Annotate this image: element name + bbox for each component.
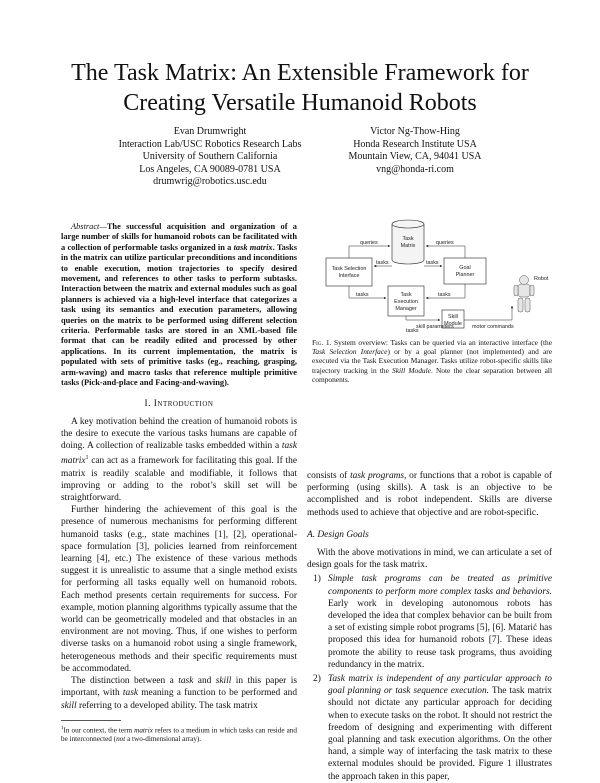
execution-manager-label: Task bbox=[400, 292, 412, 298]
queries-label: queries bbox=[360, 240, 378, 246]
abstract: Abstract—The successful acquisition and organization of a large number of skills for humanoid robots can be facilitated with a collection of performable tasks organized in a task matrix. Tasks in the matrix can utilize particular preconditions and inconditions to enable execution, motion trajectories to specify desired movement, and references to other tasks to perform subtasks. Interaction between the matrix and external modules such as goal planners is achieved via a high-level interface that categorizes a task using its semantics and execution parameters, allowing queries on the matrix to be performed using different selection criteria. Performable tasks are stored in an XML-based file format that can be readily edited and processed by other applications. In its current implementation, the matrix is populated with sets of primitive tasks (eg., reaching, grasping, arm-waving) and macro tasks that reference multiple primitive tasks (Pick-and-place and Facing-and-waving). bbox=[61, 222, 297, 388]
robot-figure bbox=[514, 276, 549, 313]
author-lab: Interaction Lab/USC Robotics Research Labs bbox=[118, 138, 302, 150]
section-heading-introduction: I. Introduction bbox=[144, 398, 214, 409]
design-goals-intro: With the above motivations in mind, we can articulate a set of design goals for the task matrix. bbox=[307, 548, 552, 571]
tasks-label: tasks bbox=[426, 260, 439, 266]
connection-arrows bbox=[349, 246, 512, 320]
figure-label: Fig. 1. bbox=[312, 338, 332, 347]
task-matrix-database bbox=[392, 220, 424, 264]
task-selection-interface-box bbox=[326, 258, 372, 286]
execution-manager-label: Manager bbox=[395, 306, 417, 312]
author-block-right bbox=[330, 126, 500, 176]
intro-paragraph: A key motivation behind the creation of humanoid robots is the desire to execute the various tasks humans are capable of doing. A collection of realizable tasks embedded within a task matrix$^1$ can act as a framework for facilitating this goal. If the matrix is readily scalable and modifiable, it follows that improving or adding to the robot’s skill set will be straightforward. bbox=[61, 416, 297, 504]
author-name: Evan Drumwright bbox=[173, 126, 247, 137]
goal-planner-label: Goal bbox=[459, 265, 471, 271]
tasks-label: tasks bbox=[356, 292, 369, 298]
goal-title: Task matrix is independent of any particular approach to goal planning or task sequence execution. bbox=[328, 674, 552, 697]
abstract-text-cont: . Tasks in the matrix can utilize particular preconditions and inconditions to enable execution, motion trajectories to specify desired movement, and references to other tasks to perform subtasks. Interaction between the matrix and external modules such as goal planners is achieved via a high-level interface that categorizes a task using its semantics and execution parameters, allowing queries on the matrix to be performed using different selection criteria. Performable tasks are stored in an XML-based file format that can be readily edited and processed by other applications. In its current implementation, the matrix is populated with sets of primitive tasks (eg., reaching, grasping, arm-waving) and macro tasks that reference multiple primitive tasks (Pick-and-place and Facing-and-waving). bbox=[61, 242, 297, 388]
paper-title: The Task Matrix: An Extensible Framework for Creating Versatile Humanoid Robots bbox=[71, 60, 529, 116]
left-column bbox=[61, 218, 297, 744]
goal-text: Early work in developing autonomous robots has developed the idea that complex behavior can be built from a set of existing simple robot programs [5], [6]. Matarić has proposed this idea for humanoid robots [7]. These ideas promote the ability to reuse task programs, thus avoiding redundancy in the matrix. bbox=[328, 598, 552, 670]
abstract-lead: Abstract bbox=[71, 222, 100, 231]
right-column bbox=[307, 470, 552, 783]
tasks-label: tasks bbox=[438, 292, 451, 298]
motor-commands-label: motor commands bbox=[472, 324, 514, 330]
task-selection-label: Interface bbox=[338, 273, 360, 279]
author-name: Victor Ng-Thow-Hing bbox=[370, 126, 460, 137]
author-email: drumwrig@robotics.usc.edu bbox=[153, 176, 267, 188]
execution-manager-box bbox=[388, 286, 424, 316]
goal-number: 1) bbox=[313, 574, 321, 585]
task-matrix-label: Task bbox=[402, 236, 414, 242]
skill-parameters-label: skill parameters bbox=[416, 324, 454, 330]
author-city: Los Angeles, CA 90089-0781 USA bbox=[139, 163, 281, 175]
author-block-left bbox=[110, 126, 310, 189]
author-city: Mountain View, CA, 94041 USA bbox=[348, 151, 482, 163]
goal-title: Simple task programs can be treated as primitive components to perform more complex tasks and behaviors. bbox=[328, 574, 552, 597]
design-goal-item bbox=[307, 673, 552, 783]
execution-manager-label: Execution bbox=[394, 299, 418, 305]
author-institution: University of Southern California bbox=[142, 151, 278, 163]
intro-paragraph: Further hindering the achievement of this goal is the presence of numerous mechanisms for performing different humanoid tasks (e.g., state machines [1], [2], operational-space formulation [3], policies learned from reinforcement learning [4], etc.) The existence of these various methods suggest it is unrealistic to assume that a single method exists for performing all tasks equally well on humanoid robots. Each method presents certain requirements for success. For example, motion planning algorithms typically assume that the world can be geometrically modeled and that obstacles in an environment are not moving. Thus, if one wishes to perform diverse tasks on a humanoid robot using a single framework, heterogeneous methods and their specific requirements must be accommodated. bbox=[61, 505, 297, 674]
queries-label: queries bbox=[436, 240, 454, 246]
design-goal-item bbox=[307, 573, 552, 671]
footnote: $^1$In our context, the term matrix refers to a medium in which tasks can reside and be interconnected (not a two-dimensional array). bbox=[61, 725, 297, 744]
subsection-heading-design-goals: A. Design Goals bbox=[307, 529, 369, 540]
footnote-divider bbox=[61, 720, 121, 721]
intro-paragraph: The distinction between a task and skill in this paper is important, with task meaning a function to be performed and skill referring to a developed ability. The task matrix bbox=[61, 676, 298, 711]
figure-caption: Fig. 1. System overview: Tasks can be queried via an interactive interface (the Task Selection Interface) or by a goal planner (not implemented) and are executed via the Task Execution Manager. Tasks utilize robot-specific skills like trajectory tracking in the Skill Module. Note the clear separation between all components. bbox=[312, 338, 553, 384]
robot-label: Robot bbox=[534, 276, 549, 282]
goal-planner-box bbox=[444, 258, 486, 284]
tasks-label: tasks bbox=[376, 260, 389, 266]
tasks-label: tasks bbox=[406, 328, 419, 334]
abstract-text: The successful acquisition and organization of a large number of skills for humanoid robots can be facilitated with a collection of performable tasks organized in a bbox=[61, 222, 297, 252]
goal-planner-label: Planner bbox=[455, 272, 475, 278]
abstract-term: task matrix bbox=[233, 242, 273, 252]
system-diagram bbox=[312, 216, 552, 336]
author-email: vng@honda-ri.com bbox=[376, 163, 454, 175]
goal-text: The task matrix should not dictate any particular approach for deciding when to execute tasks on the robot. It should not restrict the freedom of designing and experimenting with different goal planning and task execution algorithms. On the other hand, a simple way of interfacing the task matrix to these external modules should be provided. Figure 1 illustrates the approach taken in this paper, bbox=[328, 686, 552, 782]
task-matrix-label: Matrix bbox=[400, 243, 416, 249]
intro-paragraph-cont: consists of task programs, or functions that a robot is capable of performing (using skills). A task is an objective to be accomplished and is robot independent. Skills are diverse methods used to achieve that objective and are robot-specific. bbox=[307, 471, 553, 518]
goal-number: 2) bbox=[313, 674, 321, 685]
skill-module-label: Skill bbox=[448, 314, 458, 320]
system-overview-figure bbox=[312, 216, 552, 336]
author-lab: Honda Research Institute USA bbox=[353, 138, 477, 150]
skill-module-label: Module bbox=[444, 321, 462, 327]
task-selection-label: Task Selection bbox=[331, 266, 367, 272]
footnote-ref: 1 bbox=[85, 455, 89, 462]
